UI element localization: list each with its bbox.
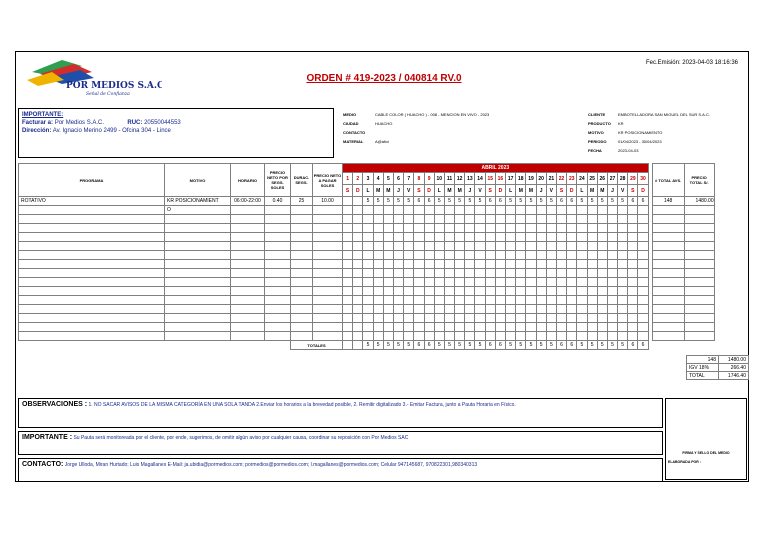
- total-spot-count: 5: [393, 341, 403, 350]
- total-spot-count: [343, 341, 353, 350]
- igv-label: IGV 18%: [687, 364, 719, 372]
- spot-count: 5: [607, 197, 617, 206]
- weekday-letter: J: [607, 185, 617, 197]
- day-number: 16: [495, 173, 505, 185]
- observations-text: 1. NO SACAR AVISOS DE LA MISMA CATEGORÍA EN UNA SOLA TANDA 2.Enviar los horarios a la brevedad posible, 2. Remitir digitalizado 3.- Emitar Factura, junto a Pauta Horaria en Físico.: [88, 402, 516, 408]
- day-number: 18: [516, 173, 526, 185]
- day-number: 25: [587, 173, 597, 185]
- spot-count: 6: [638, 197, 648, 206]
- table-row: [19, 233, 715, 242]
- programa-cell: ROTATIVO: [19, 197, 165, 206]
- day-number: 3: [363, 173, 373, 185]
- weekday-letter: D: [638, 185, 648, 197]
- contacto-text: Jorge Ulloda, Miran Hurtado; Luis Magallanes E-Mail: ja.ubidia@pormedios.com; pormedios@pormedios.com; l.magallanes@pormedios.com; Celular 947145687, 970822301,980340313: [64, 462, 478, 468]
- spot-count: 6: [424, 197, 434, 206]
- facturar-value: Por Medios S.A.C.: [54, 120, 105, 126]
- table-row: [19, 278, 715, 287]
- total-spot-count: 5: [363, 341, 373, 350]
- contacto-label: CONTACTO:: [22, 461, 64, 468]
- total-spot-count: 5: [607, 341, 617, 350]
- total-spot-count: 5: [444, 341, 454, 350]
- total-spot-count: 6: [414, 341, 424, 350]
- precio-total-cell: 1480.00: [684, 197, 714, 206]
- weekday-letter: M: [373, 185, 383, 197]
- day-number: 28: [618, 173, 628, 185]
- total-avs-cell: 148: [652, 197, 684, 206]
- total-spot-count: 6: [638, 341, 648, 350]
- meta-key: CIUDAD: [343, 121, 359, 126]
- totals-box: [686, 355, 749, 380]
- col-total-avs: # TOTAL AVS.: [652, 164, 684, 197]
- weekday-letter: M: [526, 185, 536, 197]
- spot-count: 6: [556, 197, 566, 206]
- day-number: 1: [343, 173, 353, 185]
- weekday-letter: J: [536, 185, 546, 197]
- weekday-letter: J: [465, 185, 475, 197]
- table-row: [19, 260, 715, 269]
- day-number: 5: [383, 173, 393, 185]
- logo-wordmark: POR MEDIOS S.A.C.: [66, 81, 162, 91]
- spot-count: 5: [455, 197, 465, 206]
- spot-count: 5: [383, 197, 393, 206]
- table-row: [19, 215, 715, 224]
- table-row: [19, 224, 715, 233]
- spot-count: 5: [587, 197, 597, 206]
- weekday-letter: M: [516, 185, 526, 197]
- col-precio-neto: PRECIO NETO POR SEGS. SOLES: [265, 164, 291, 197]
- day-number: 6: [393, 173, 403, 185]
- precio-neto-cell: 0.40: [265, 197, 291, 206]
- igv-value: 266.40: [719, 364, 749, 372]
- spot-count: 5: [465, 197, 475, 206]
- meta-key: PERIODO: [588, 139, 607, 144]
- meta-key: PRODUCTO: [588, 121, 611, 126]
- day-number: 20: [536, 173, 546, 185]
- schedule-table: [18, 163, 715, 350]
- col-programa: PROGRAMA: [19, 164, 165, 197]
- spot-count: 5: [526, 197, 536, 206]
- total-spot-count: 6: [567, 341, 577, 350]
- weekday-letter: M: [444, 185, 454, 197]
- weekday-letter: L: [434, 185, 444, 197]
- spot-count: 5: [434, 197, 444, 206]
- table-row: [19, 314, 715, 323]
- weekday-letter: V: [475, 185, 485, 197]
- day-number: 19: [526, 173, 536, 185]
- spot-count: 5: [373, 197, 383, 206]
- day-number: 29: [628, 173, 638, 185]
- day-number: 23: [567, 173, 577, 185]
- observations-box: [18, 398, 663, 428]
- meta-value: 2023-04-03: [618, 148, 639, 153]
- weekday-letter: S: [485, 185, 495, 197]
- day-number: 26: [597, 173, 607, 185]
- day-number: 17: [506, 173, 516, 185]
- total-value: 1746.40: [719, 372, 749, 380]
- spot-count: 6: [567, 197, 577, 206]
- weekday-letter: M: [597, 185, 607, 197]
- total-spot-count: 5: [373, 341, 383, 350]
- table-row: [19, 251, 715, 260]
- spot-count: [343, 197, 353, 206]
- ruc-label: RUC:: [127, 120, 143, 126]
- weekday-letter: S: [628, 185, 638, 197]
- total-spot-count: 6: [556, 341, 566, 350]
- table-row: [19, 296, 715, 305]
- weekday-letter: V: [404, 185, 414, 197]
- total-spot-count: 5: [516, 341, 526, 350]
- weekday-letter: L: [577, 185, 587, 197]
- weekday-letter: M: [383, 185, 393, 197]
- total-spot-count: 5: [404, 341, 414, 350]
- logo-tagline: Señal de Confianza: [86, 92, 130, 97]
- day-number: 21: [546, 173, 556, 185]
- direccion-label: Dirección:: [22, 128, 52, 134]
- totals-row: [19, 341, 715, 350]
- duracion-cell: 25: [291, 197, 313, 206]
- spot-count: 5: [516, 197, 526, 206]
- meta-value: A@afíci: [375, 139, 390, 144]
- day-number: 4: [373, 173, 383, 185]
- table-row: [19, 323, 715, 332]
- day-number: 12: [455, 173, 465, 185]
- meta-key: CONTACTO: [343, 130, 366, 135]
- spot-count: 6: [495, 197, 505, 206]
- importante-label: IMPORTANTE :: [22, 434, 73, 441]
- table-row: [19, 305, 715, 314]
- media-details: [343, 110, 489, 146]
- meta-value: EMBOTELLADORA SAN MIGUEL DEL SUR S.A.C.: [618, 112, 710, 117]
- col-precio-total: PRECIO TOTAL S/.: [684, 164, 714, 197]
- weekday-letter: M: [587, 185, 597, 197]
- col-duracion: DURAC. SEGS.: [291, 164, 313, 197]
- weekday-letter: M: [455, 185, 465, 197]
- meta-value: KR POSICIONAMIENTO: [618, 130, 663, 135]
- weekday-letter: V: [546, 185, 556, 197]
- spot-count: [353, 197, 363, 206]
- total-spot-count: 6: [424, 341, 434, 350]
- weekday-letter: D: [495, 185, 505, 197]
- total-label: TOTAL: [687, 372, 719, 380]
- day-number: 7: [404, 173, 414, 185]
- contacto-box: [18, 458, 663, 482]
- spot-count: 6: [485, 197, 495, 206]
- day-number: 30: [638, 173, 648, 185]
- totales-label: TOTALES: [291, 341, 343, 350]
- spot-count: 5: [475, 197, 485, 206]
- table-row: [19, 269, 715, 278]
- total-spot-count: 6: [628, 341, 638, 350]
- table-row: [19, 287, 715, 296]
- spot-count: 5: [597, 197, 607, 206]
- motivo-cell: [165, 197, 231, 206]
- horario-cell: 06:00-22:00: [231, 197, 265, 206]
- total-spot-count: [353, 341, 363, 350]
- total-spot-count: 5: [536, 341, 546, 350]
- billing-info: [18, 108, 334, 158]
- spot-count: 6: [414, 197, 424, 206]
- precio-pagar-cell: 10.00: [313, 197, 343, 206]
- meta-key: MEDIO: [343, 112, 357, 117]
- spot-count: 5: [506, 197, 516, 206]
- table-row: [19, 242, 715, 251]
- meta-key: MATERIAL: [343, 139, 364, 144]
- spot-count: 5: [618, 197, 628, 206]
- table-row: [19, 206, 715, 215]
- table-row: [19, 197, 715, 206]
- order-number: ORDEN # 419-2023 / 040814 RV.0: [306, 73, 462, 84]
- weekday-letter: S: [556, 185, 566, 197]
- total-spot-count: 5: [597, 341, 607, 350]
- total-spot-count: 5: [618, 341, 628, 350]
- meta-key: FECHA: [588, 148, 602, 153]
- total-spot-count: 5: [506, 341, 516, 350]
- weekday-letter: D: [567, 185, 577, 197]
- day-number: 13: [465, 173, 475, 185]
- importante-text: Su Pauta será monitoreada por el cliente, por ende, sugerimos, de omitir algún aviso por cualquier causa, coordinar su reposición con Por Medios SAC: [73, 435, 409, 441]
- day-number: 27: [607, 173, 617, 185]
- total-spot-count: 5: [434, 341, 444, 350]
- emission-date: Fec.Emisión: 2023-04-03 18:16:36: [645, 60, 738, 66]
- direccion-value: Av. Ignacio Merino 2499 - Ofcina 304 - Lince: [52, 128, 171, 134]
- observations-label: OBSERVACIONES :: [22, 401, 88, 408]
- total-spot-count: 6: [485, 341, 495, 350]
- total-price-sum: 1480.00: [719, 356, 749, 364]
- client-details: [588, 110, 710, 155]
- day-number: 11: [444, 173, 454, 185]
- day-number: 15: [485, 173, 495, 185]
- spot-count: 6: [628, 197, 638, 206]
- weekday-letter: S: [343, 185, 353, 197]
- spot-count: 5: [404, 197, 414, 206]
- day-number: 24: [577, 173, 587, 185]
- meta-value: CABLE COLOR ( HUACHO ) - 008 - MENCION EN VIVO - 2023: [375, 112, 490, 117]
- col-horario: HORARIO: [231, 164, 265, 197]
- spot-count: 5: [536, 197, 546, 206]
- weekday-letter: V: [618, 185, 628, 197]
- meta-key: MOTIVO: [588, 130, 604, 135]
- weekday-letter: D: [424, 185, 434, 197]
- weekday-letter: D: [353, 185, 363, 197]
- day-number: 2: [353, 173, 363, 185]
- total-spot-count: 5: [465, 341, 475, 350]
- spot-count: 5: [546, 197, 556, 206]
- total-spot-count: 5: [475, 341, 485, 350]
- signature-label: FIRMA Y SELLO DEL MEDIO: [682, 451, 730, 455]
- total-avs-sum: 148: [687, 356, 719, 364]
- elaborated-by-label: ELABORADA POR :: [668, 460, 701, 464]
- col-precio-pagar: PRECIO NETO A PAGAR SOLES: [313, 164, 343, 197]
- meta-value: 01/04/2023 - 30/04/2023: [618, 139, 662, 144]
- spot-count: 5: [444, 197, 454, 206]
- meta-value: HUACHO: [375, 121, 393, 126]
- motivo-line: KR POSICIONAMIENT: [167, 198, 219, 204]
- col-motivo: MOTIVO: [165, 164, 231, 197]
- importante-box: [18, 431, 663, 455]
- day-number: 22: [556, 173, 566, 185]
- motivo-line-2: O: [165, 206, 231, 215]
- total-spot-count: 6: [495, 341, 505, 350]
- total-spot-count: 5: [587, 341, 597, 350]
- month-header: ABRIL 2023: [343, 164, 649, 173]
- spot-count: 5: [363, 197, 373, 206]
- total-spot-count: 5: [526, 341, 536, 350]
- day-number: 10: [434, 173, 444, 185]
- total-spot-count: 5: [383, 341, 393, 350]
- table-row: [19, 332, 715, 341]
- meta-value: KR: [618, 121, 624, 126]
- weekday-letter: J: [393, 185, 403, 197]
- signature-box: [665, 398, 747, 480]
- weekday-letter: L: [363, 185, 373, 197]
- meta-key: CLIENTE: [588, 112, 606, 117]
- importante-heading: IMPORTANTE:: [22, 112, 64, 118]
- facturar-label: Facturar a:: [22, 120, 54, 126]
- total-spot-count: 5: [577, 341, 587, 350]
- day-number: 14: [475, 173, 485, 185]
- weekday-letter: L: [506, 185, 516, 197]
- spot-count: 5: [577, 197, 587, 206]
- weekday-letter: S: [414, 185, 424, 197]
- spot-count: 5: [393, 197, 403, 206]
- ruc-value: 20550044553: [144, 120, 181, 126]
- day-number: 8: [414, 173, 424, 185]
- day-number: 9: [424, 173, 434, 185]
- total-spot-count: 5: [455, 341, 465, 350]
- total-spot-count: 5: [546, 341, 556, 350]
